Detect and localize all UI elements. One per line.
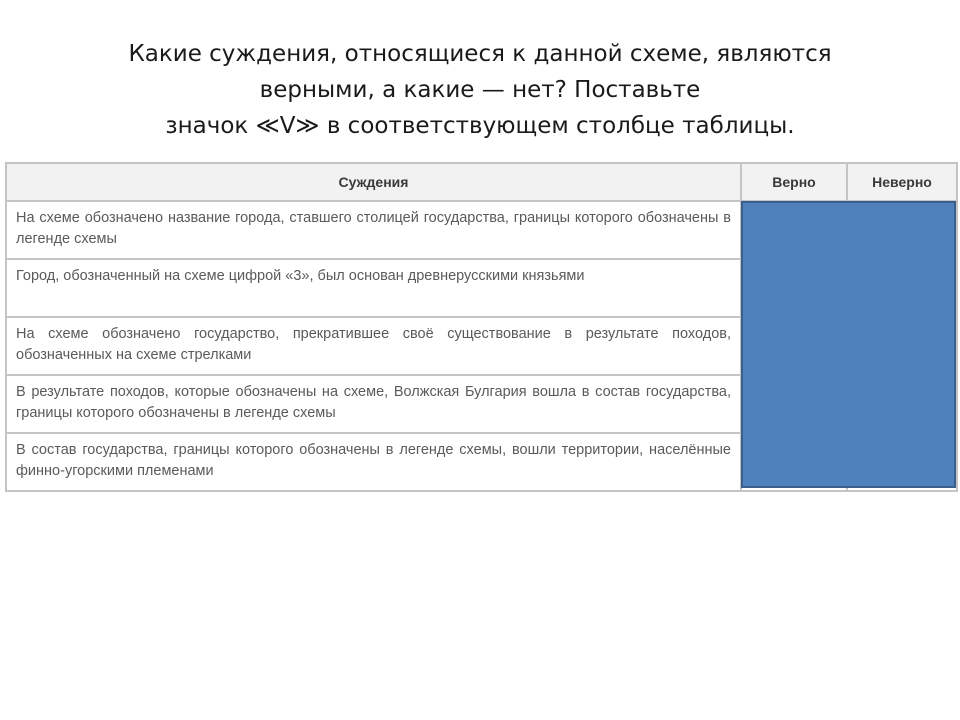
slide-title — [40, 36, 920, 144]
statement-cell: На схеме обозначено название города, ставшего столицей государства, границы которого обозначены в легенде схемы — [6, 201, 741, 259]
header-true: Верно — [741, 163, 847, 201]
statement-cell: На схеме обозначено государство, прекратившее своё существование в результате походов, обозначенных на схеме стрелками — [6, 317, 741, 375]
table-header-row — [6, 163, 957, 201]
title-line-2: верными, а какие — нет? Поставьте — [259, 77, 701, 103]
title-line-3: значок ≪V≫ в соответствующем столбце таблицы. — [165, 113, 795, 139]
header-statements: Суждения — [6, 163, 741, 201]
statement-cell: Город, обозначенный на схеме цифрой «3», был основан древнерусскими князьями — [6, 259, 741, 317]
header-false: Неверно — [847, 163, 957, 201]
statement-cell: В результате походов, которые обозначены на схеме, Волжская Булгария вошла в состав государства, границы которого обозначены в легенде схемы — [6, 375, 741, 433]
title-line-1: Какие суждения, относящиеся к данной схеме, являются — [128, 41, 832, 67]
answer-cover-rectangle[interactable] — [741, 201, 956, 488]
statement-cell: В состав государства, границы которого обозначены в легенде схемы, вошли территории, населённые финно-угорскими племенами — [6, 433, 741, 491]
